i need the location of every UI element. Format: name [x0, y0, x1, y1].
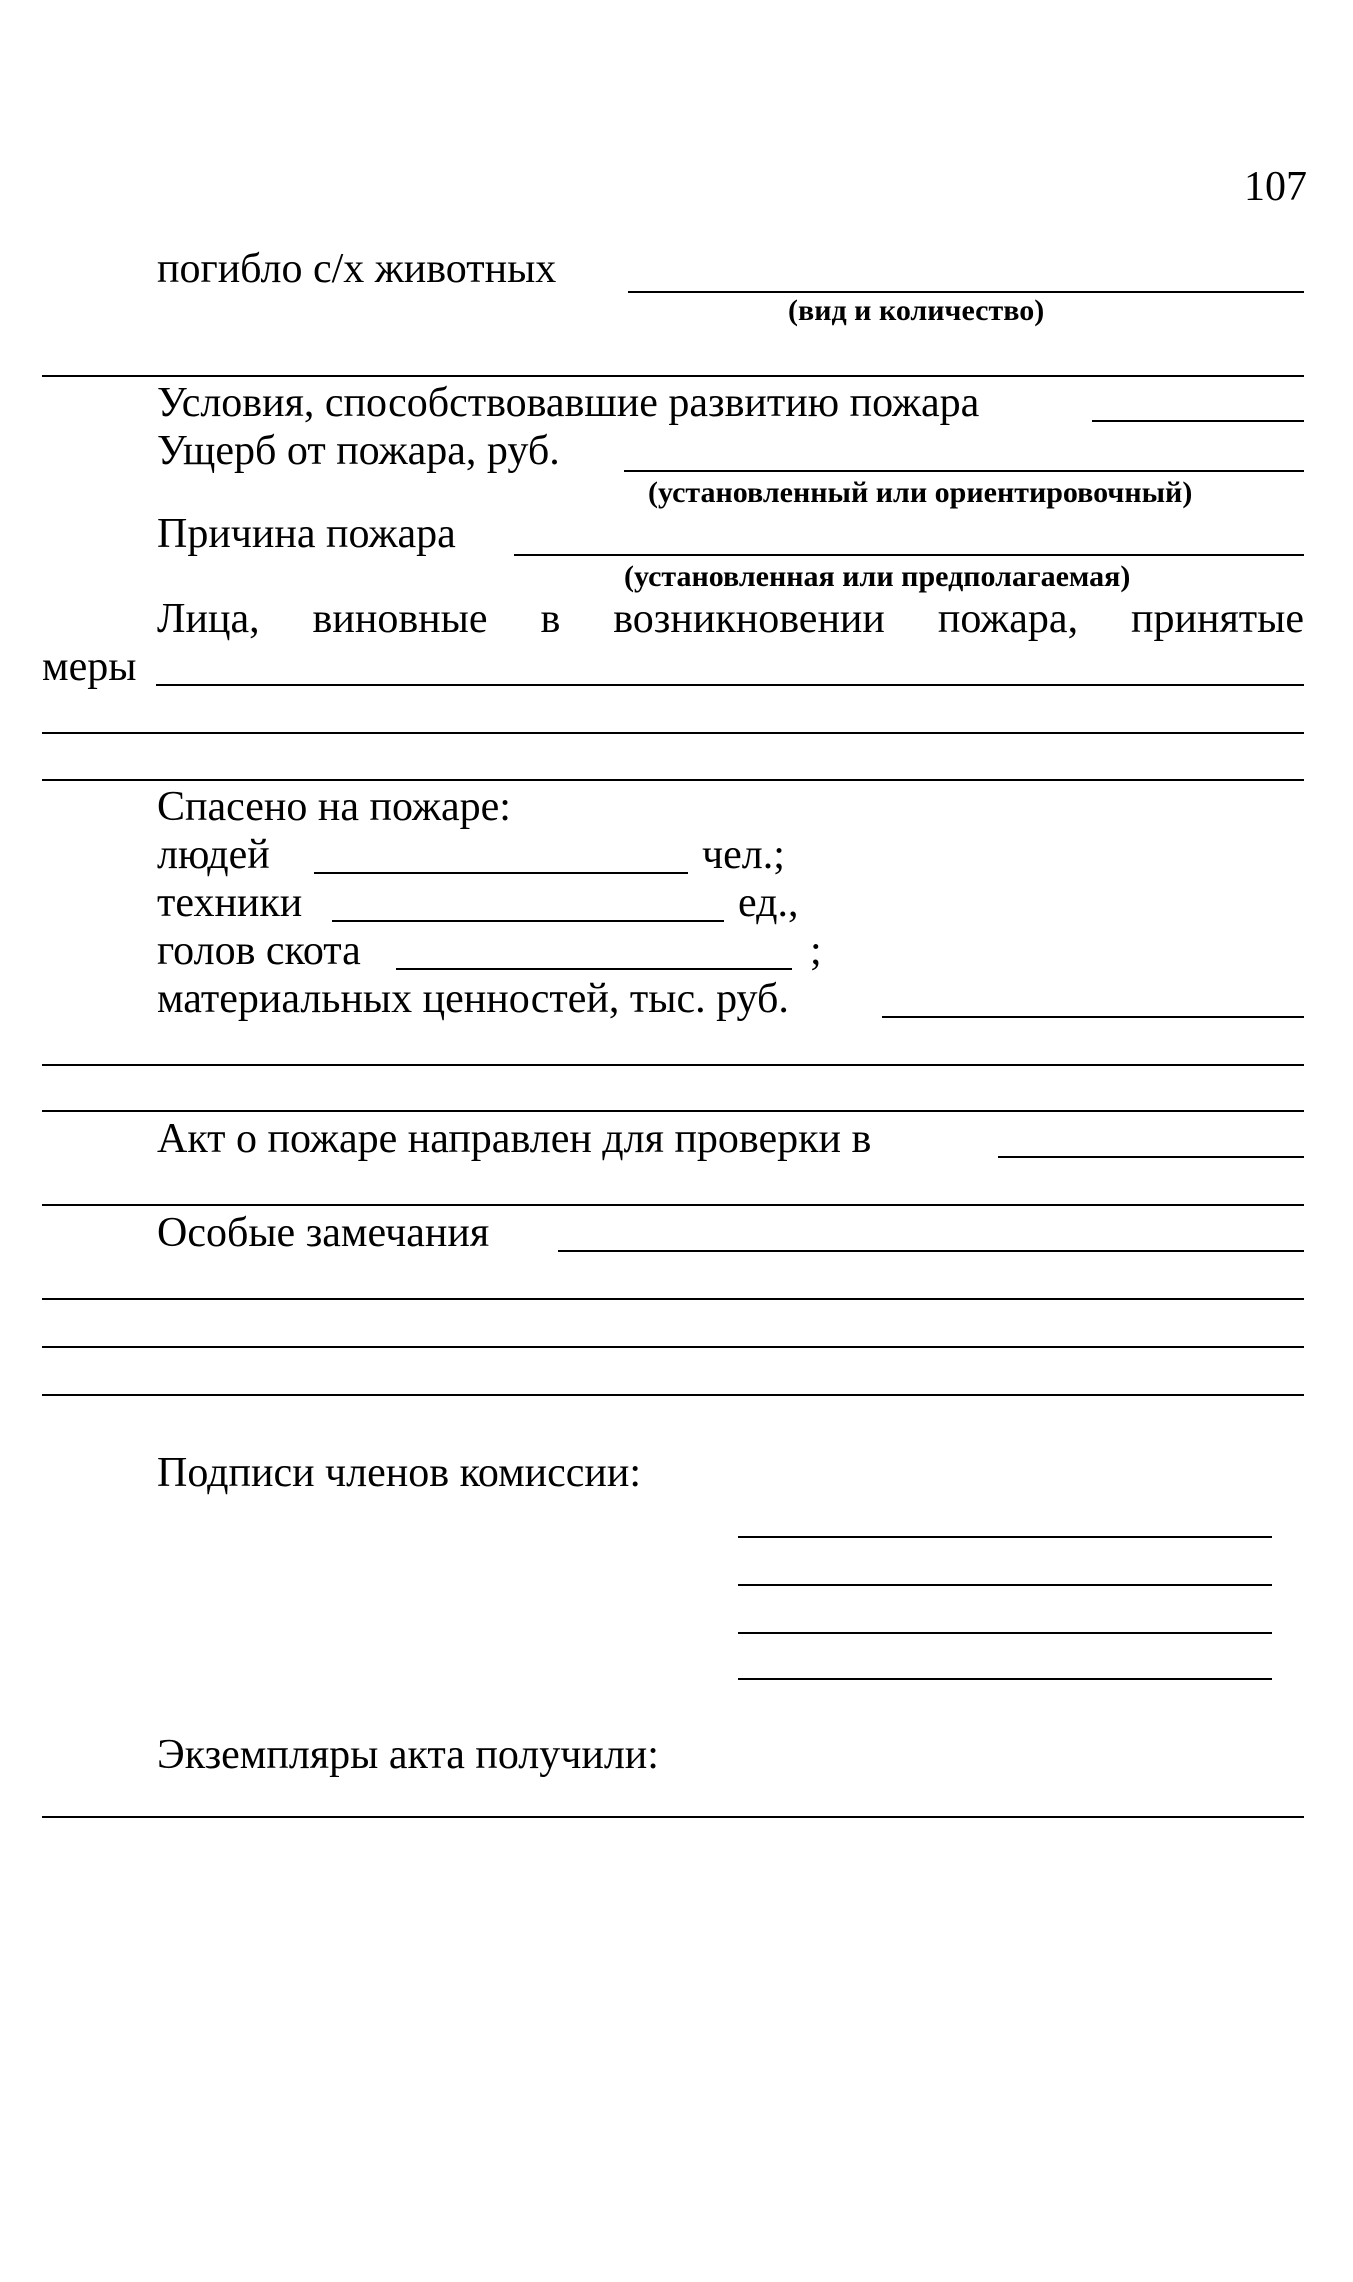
values-blank[interactable] — [882, 1016, 1304, 1018]
culprits-cont: меры — [42, 644, 137, 690]
cattle-label: голов скота — [157, 928, 361, 974]
culprits-word: виновные — [312, 596, 488, 642]
signatures-label: Подписи членов комиссии: — [157, 1450, 642, 1496]
people-label: людей — [157, 832, 270, 878]
cause-hint: (установленная или предполагаемая) — [624, 560, 1131, 593]
conditions-label: Условия, способствовавшие развитию пожара — [157, 380, 980, 426]
copies-label: Экземпляры акта получили: — [157, 1732, 659, 1778]
culprits-word: в — [540, 596, 561, 642]
damage-hint: (установленный или ориентировочный) — [648, 476, 1193, 509]
remarks-line-2[interactable] — [42, 1298, 1304, 1300]
saved-heading: Спасено на пожаре: — [157, 784, 511, 830]
damage-blank[interactable] — [624, 470, 1304, 472]
culprits-line-3[interactable] — [42, 779, 1304, 781]
animals-label: погибло с/х животных — [157, 246, 557, 292]
values-line-2[interactable] — [42, 1064, 1304, 1066]
signature-line-1[interactable] — [738, 1536, 1272, 1538]
culprits-blank[interactable] — [156, 684, 1304, 686]
conditions-blank[interactable] — [1092, 420, 1304, 422]
culprits-word: возникновении — [613, 596, 885, 642]
act-sent-blank[interactable] — [998, 1156, 1304, 1158]
act-sent-label: Акт о пожаре направлен для проверки в — [157, 1116, 872, 1162]
equipment-unit: ед., — [738, 880, 799, 926]
signature-line-3[interactable] — [738, 1632, 1272, 1634]
remarks-line-4[interactable] — [42, 1394, 1304, 1396]
remarks-blank[interactable] — [558, 1250, 1304, 1252]
animals-continuation-line[interactable] — [42, 375, 1304, 377]
cause-blank[interactable] — [514, 554, 1304, 556]
cattle-blank[interactable] — [396, 968, 792, 970]
cattle-unit: ; — [810, 928, 822, 974]
signature-line-4[interactable] — [738, 1678, 1272, 1680]
remarks-line-3[interactable] — [42, 1346, 1304, 1348]
act-sent-line-2[interactable] — [42, 1204, 1304, 1206]
signature-line-2[interactable] — [738, 1584, 1272, 1586]
people-blank[interactable] — [314, 872, 688, 874]
copies-line[interactable] — [42, 1816, 1304, 1818]
people-unit: чел.; — [702, 832, 785, 878]
culprits-word: принятые — [1131, 596, 1304, 642]
damage-label: Ущерб от пожара, руб. — [157, 428, 560, 474]
equipment-blank[interactable] — [332, 920, 724, 922]
culprits-word: пожара, — [937, 596, 1079, 642]
equipment-label: техники — [157, 880, 303, 926]
culprits-line-2[interactable] — [42, 732, 1304, 734]
animals-hint: (вид и количество) — [788, 294, 1045, 327]
values-line-3[interactable] — [42, 1110, 1304, 1112]
values-label: материальных ценностей, тыс. руб. — [157, 976, 789, 1022]
culprits-line — [157, 598, 1304, 640]
culprits-word: Лица, — [157, 596, 260, 642]
animals-blank[interactable] — [628, 291, 1304, 293]
remarks-label: Особые замечания — [157, 1210, 490, 1256]
page-number: 107 — [1244, 164, 1307, 210]
cause-label: Причина пожара — [157, 511, 456, 557]
